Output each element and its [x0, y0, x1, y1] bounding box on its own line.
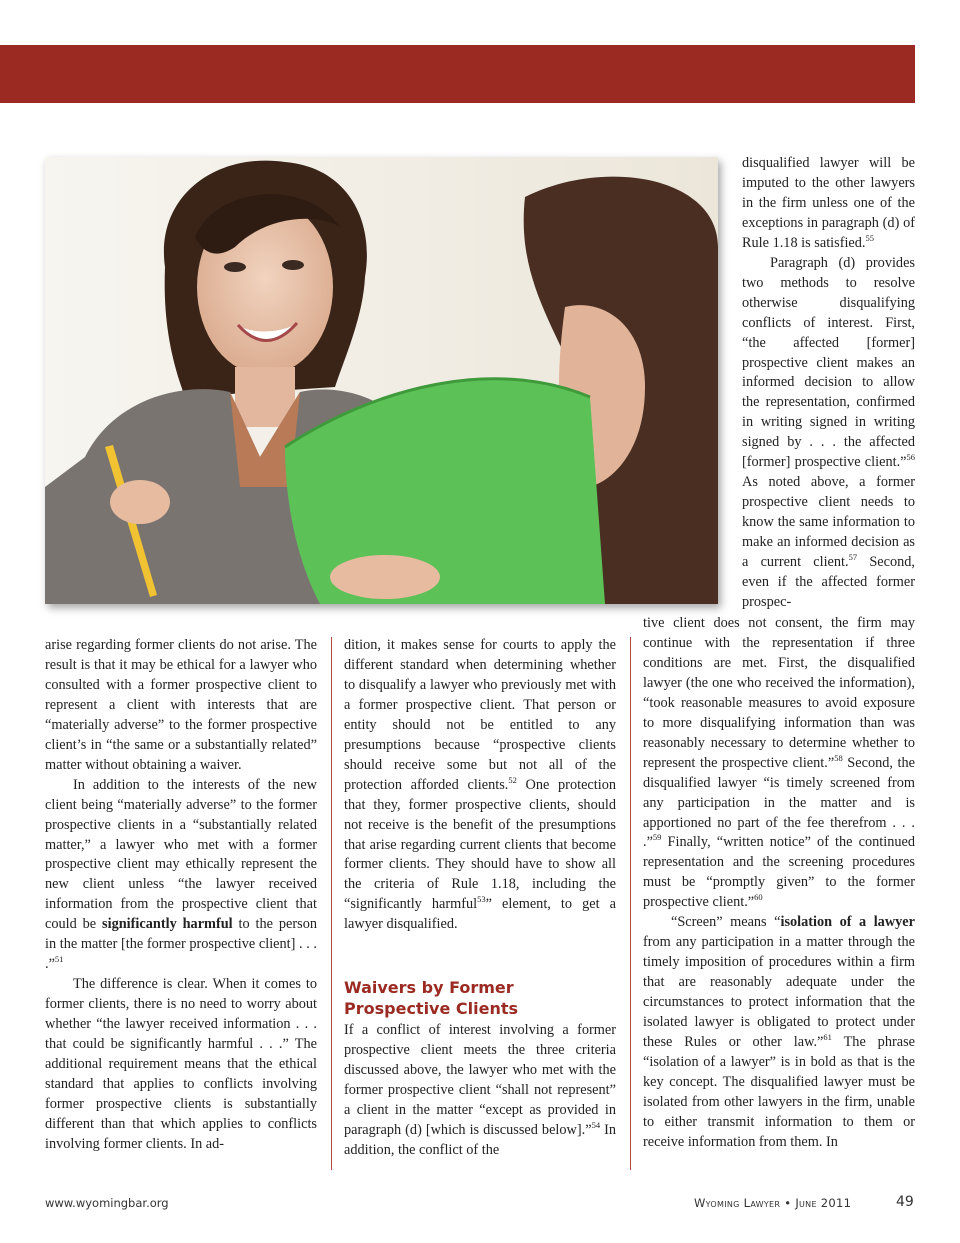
col3-p2-text-d: tive client does not consent, the firm may continue with the representation if three conditions are met. First, the disqualified lawyer (the one who received the information), “took reasonable measures to avoid exposure to more disqualifying information than was reasonably necessary to determine whether to represent the prospective client.”	[643, 615, 915, 771]
col1-p2-text-a: In addition to the interests of the new client being “materially adverse” to the former prospective clients in a “substantially related matter,” a lawyer who met with a former prospective client may ethically represent the new client unless “the lawyer received information from the prospective client that could be	[45, 776, 317, 933]
col2-paragraph-2	[344, 1021, 616, 1161]
col3-p3-text-b: from any participation in a matter through the timely imposition of procedures within a firm that are reasonably adequate under the circumstances to protect information that the isolated lawyer is obligated to protect under these Rules or other law.”	[643, 934, 915, 1051]
col3-p2-text-e: Second, the disqualified lawyer “is timely screened from any participation in the matter and is apportioned no part of the fee therefrom . . . .”	[643, 754, 916, 851]
col2-paragraph-1	[344, 636, 616, 935]
section-heading: Waivers by Former Prospective Clients	[344, 978, 519, 1019]
col3-paragraph-3	[643, 913, 915, 1152]
col1-paragraph-2	[45, 776, 317, 976]
col3-paragraph-2-start	[742, 254, 915, 613]
page-number: 49	[896, 1194, 914, 1210]
col2-p1-text-c: ” element, to get a lawyer disqualified.	[344, 896, 616, 933]
col1-p2-text-b: to the person in the matter [the former prospective client] . . . .”	[45, 916, 318, 973]
col1-p1-text: arise regarding former clients do not arise. The result is that it may be ethical for a lawyer who consulted with a former prospective client to represent a client with interests that are “materially adverse” to the former prospective client’s in “the same or a substantially related” matter without obtaining a waiver.	[45, 637, 317, 773]
column-1	[45, 636, 317, 1155]
column-divider	[331, 637, 332, 1170]
col1-p2-bold: significantly harmful	[102, 916, 233, 933]
col3-p2-text-b: As noted above, a former prospective client needs to know the same information to make an informed decision as a current client.	[742, 474, 915, 571]
footnote-ref: 52	[508, 774, 517, 785]
col3-paragraph-1	[742, 154, 915, 254]
col3-p2-text-c: Second, even if the affected former prospec-	[742, 554, 916, 610]
column-3-upper	[742, 154, 915, 613]
footnote-ref: 53	[477, 894, 486, 905]
header-banner	[0, 45, 915, 103]
col3-paragraph-2-cont	[643, 614, 915, 913]
footnote-ref: 57	[848, 552, 858, 563]
col3-p1-text: disqualified lawyer will be imputed to the other lawyers in the firm unless one of the exceptions in paragraph (d) of Rule 1.18 is satisfied.	[742, 155, 915, 251]
col3-p2-text-a: Paragraph (d) provides two methods to resolve otherwise disqualifying conflicts of interest. First, “the affected [former] prospective client makes an informed decision to allow the representation, confirmed in writing signed in writing signed by . . . the affected [former] prospective client.”	[742, 254, 915, 471]
column-divider	[630, 637, 631, 1170]
footnote-ref: 58	[834, 752, 843, 763]
footnote-ref: 56	[906, 452, 915, 463]
publication-name: Wyoming Lawyer	[694, 1196, 781, 1210]
footer-publication	[694, 1196, 851, 1210]
footnote-ref: 51	[54, 954, 64, 965]
col2-p1-text-a: dition, it makes sense for courts to apply the different standard when determining whether to disqualify a lawyer who previously met with a former prospective client. That person or entity should not be entitled to any presumptions because “prospective clients should receive some but not all of the protection afforded clients.	[344, 637, 616, 793]
col1-p3-text: The difference is clear. When it comes to former clients, there is no need to worry about whether “the lawyer received information . . . that could be significantly harmful . . .” The additional requirement means that the ethical standard that applies to conflicts involving former prospective clients is substantially different than that which applies to conflicts involving former clients. In ad-	[45, 976, 317, 1152]
col2-p1-text-b: One protection that they, former prospective clients, should not receive is the benefit of the presumptions that arise regarding current clients that become former clients. They should have to show all the criteria of Rule 1.18, including the “significantly harmful	[344, 776, 616, 913]
col3-p3-text-a: “Screen” means “	[671, 914, 781, 931]
photo-image	[45, 157, 718, 604]
col3-p3-text-c: The phrase “isolation of a lawyer” is in bold as that is the key concept. The disqualified lawyer must be isolated from other lawyers in the firm, unable to either transmit information to them or receive information from them. In	[643, 1034, 915, 1150]
col3-p2-text-f: Finally, “written notice” of the continued representation and the screening procedures must be “promptly given” to the former prospective client.”	[643, 834, 915, 911]
footnote-ref: 55	[865, 232, 874, 243]
footnote-ref: 61	[823, 1032, 832, 1043]
photo-lawyer-consultation	[45, 157, 718, 604]
col1-paragraph-1	[45, 636, 317, 776]
bullet-separator: •	[784, 1196, 792, 1210]
column-3-lower	[643, 614, 915, 1153]
column-2	[344, 636, 616, 1161]
footer-website[interactable]: www.wyomingbar.org	[45, 1196, 169, 1210]
col2-p2-text-a: If a conflict of interest involving a former prospective client meets the three criteria discussed above, the lawyer who met with the former prospective client “shall not represent” a client in the matter “except as provided in paragraph (d) [which is discussed below].”	[344, 1022, 616, 1139]
footnote-ref: 54	[591, 1120, 601, 1131]
col1-paragraph-3	[45, 975, 317, 1155]
footnote-ref: 59	[652, 832, 662, 843]
footnote-ref: 60	[754, 892, 763, 903]
col2-p2-text-b: In addition, the conflict of the	[344, 1122, 616, 1159]
col3-p3-bold: isolation of a lawyer	[780, 914, 915, 931]
issue-date: June 2011	[795, 1196, 852, 1210]
